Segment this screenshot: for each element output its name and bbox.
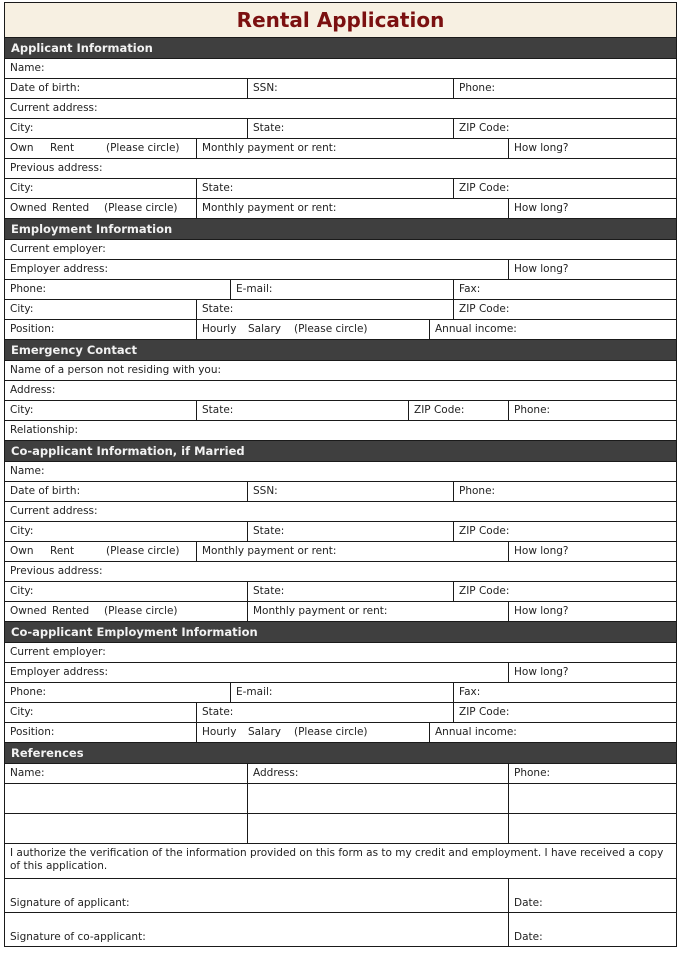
own-option[interactable]: Own: [10, 142, 34, 154]
emergency-city-field[interactable]: City:: [10, 404, 34, 416]
current-employer-field[interactable]: Current employer:: [10, 243, 106, 255]
co-employer-address-field[interactable]: Employer address:: [10, 666, 108, 678]
co-employer-zip-field[interactable]: ZIP Code:: [453, 703, 676, 722]
co-previous-city-field[interactable]: City:: [10, 585, 34, 597]
own-option[interactable]: Own: [10, 545, 34, 557]
employer-city-field[interactable]: City:: [10, 303, 34, 315]
how-long-field[interactable]: How long?: [508, 139, 676, 158]
form-row: [5, 260, 676, 280]
employer-address-field[interactable]: Employer address:: [10, 263, 108, 275]
co-owned-rented-field[interactable]: [5, 602, 247, 621]
co-monthly-payment-field[interactable]: Monthly payment or rent:: [196, 542, 508, 561]
co-employer-phone-field[interactable]: Phone:: [10, 686, 47, 698]
form-row: [5, 79, 676, 99]
coapplicant-signature-field[interactable]: Signature of co-applicant:: [10, 931, 146, 943]
form-row: [5, 199, 676, 219]
position-field[interactable]: Position:: [10, 323, 55, 335]
hourly-salary-field[interactable]: [196, 320, 429, 339]
co-phone-field[interactable]: Phone:: [453, 482, 676, 501]
employer-state-field[interactable]: State:: [196, 300, 453, 319]
form-row: [5, 361, 676, 381]
reference-name-column: Name:: [10, 767, 45, 779]
reference-phone-column: Phone:: [508, 764, 676, 783]
section-header-references: References: [5, 743, 676, 764]
section-header-emergency: Emergency Contact: [5, 340, 676, 361]
zip-field[interactable]: ZIP Code:: [453, 119, 676, 138]
please-circle-note: (Please circle): [104, 605, 178, 617]
rented-option[interactable]: Rented: [52, 202, 90, 214]
form-row: [5, 582, 676, 602]
co-dob-field[interactable]: Date of birth:: [10, 485, 81, 497]
coapplicant-date-field[interactable]: Date:: [508, 913, 676, 946]
co-own-rent-field[interactable]: [5, 542, 196, 561]
please-circle-note: (Please circle): [106, 142, 180, 154]
co-hourly-salary-field[interactable]: [196, 723, 429, 742]
form-row: [5, 502, 676, 522]
form-row: [5, 723, 676, 743]
form-row: [5, 280, 676, 300]
reference-phone-input[interactable]: [508, 814, 676, 843]
reference-name-input[interactable]: [5, 784, 247, 813]
authorization-statement: I authorize the verification of the information provided on this form as to my credit and employment. I have received a copy of this application.: [10, 847, 664, 872]
previous-city-field[interactable]: City:: [10, 182, 34, 194]
emergency-name-field[interactable]: Name of a person not residing with you:: [10, 364, 222, 376]
phone-field[interactable]: Phone:: [453, 79, 676, 98]
co-current-address-field[interactable]: Current address:: [10, 505, 98, 517]
form-row: [5, 59, 676, 79]
co-previous-address-field[interactable]: Previous address:: [10, 565, 103, 577]
reference-row: [5, 814, 676, 844]
form-row: [5, 240, 676, 260]
co-employment-how-long-field[interactable]: How long?: [508, 663, 676, 682]
hourly-option[interactable]: Hourly: [202, 726, 237, 738]
monthly-payment-field[interactable]: Monthly payment or rent:: [196, 139, 508, 158]
reference-address-input[interactable]: [247, 784, 508, 813]
form-row: [5, 401, 676, 421]
co-employer-fax-field[interactable]: Fax:: [453, 683, 676, 702]
co-ssn-field[interactable]: SSN:: [247, 482, 453, 501]
co-zip-field[interactable]: ZIP Code:: [453, 522, 676, 541]
previous-zip-field[interactable]: ZIP Code:: [453, 179, 676, 198]
rented-option[interactable]: Rented: [52, 605, 90, 617]
co-annual-income-field[interactable]: Annual income:: [429, 723, 676, 742]
form-row: [5, 462, 676, 482]
employer-fax-field[interactable]: Fax:: [453, 280, 676, 299]
form-row: [5, 300, 676, 320]
reference-address-input[interactable]: [247, 814, 508, 843]
form-title: Rental Application: [5, 3, 676, 38]
signature-row: [5, 879, 676, 913]
emergency-phone-field[interactable]: Phone:: [508, 401, 676, 420]
salary-option[interactable]: Salary: [248, 323, 281, 335]
form-row: [5, 542, 676, 562]
rent-option[interactable]: Rent: [50, 142, 75, 154]
section-header-coemployment: Co-applicant Employment Information: [5, 622, 676, 643]
co-previous-monthly-payment-field[interactable]: Monthly payment or rent:: [247, 602, 508, 621]
form-row: [5, 320, 676, 340]
previous-how-long-field[interactable]: How long?: [508, 199, 676, 218]
annual-income-field[interactable]: Annual income:: [429, 320, 676, 339]
please-circle-note: (Please circle): [104, 202, 178, 214]
co-previous-state-field[interactable]: State:: [247, 582, 453, 601]
please-circle-note: (Please circle): [294, 323, 368, 335]
form-row: [5, 159, 676, 179]
relationship-field[interactable]: Relationship:: [10, 424, 78, 436]
co-employer-state-field[interactable]: State:: [196, 703, 453, 722]
previous-address-field[interactable]: Previous address:: [10, 162, 103, 174]
owned-option[interactable]: Owned: [10, 202, 47, 214]
form-row: [5, 562, 676, 582]
signature-row: [5, 913, 676, 947]
form-row: [5, 421, 676, 441]
emergency-zip-field[interactable]: ZIP Code:: [408, 401, 508, 420]
emergency-state-field[interactable]: State:: [196, 401, 408, 420]
reference-name-input[interactable]: [5, 814, 247, 843]
form-row: [5, 643, 676, 663]
section-header-employment: Employment Information: [5, 219, 676, 240]
references-header-row: [5, 764, 676, 784]
form-row: [5, 179, 676, 199]
applicant-date-field[interactable]: Date:: [508, 879, 676, 912]
form-row: [5, 482, 676, 502]
form-row: [5, 663, 676, 683]
form-row: [5, 683, 676, 703]
owned-option[interactable]: Owned: [10, 605, 47, 617]
ssn-field[interactable]: SSN:: [247, 79, 453, 98]
employment-how-long-field[interactable]: How long?: [508, 260, 676, 279]
previous-state-field[interactable]: State:: [196, 179, 453, 198]
form-row: [5, 381, 676, 401]
city-field[interactable]: City:: [10, 122, 34, 134]
salary-option[interactable]: Salary: [248, 726, 281, 738]
co-how-long-field[interactable]: How long?: [508, 542, 676, 561]
co-name-field[interactable]: Name:: [10, 465, 45, 477]
employer-phone-field[interactable]: Phone:: [10, 283, 47, 295]
emergency-address-field[interactable]: Address:: [10, 384, 56, 396]
co-current-employer-field[interactable]: Current employer:: [10, 646, 106, 658]
reference-row: [5, 784, 676, 814]
dob-field[interactable]: Date of birth:: [10, 82, 81, 94]
current-address-field[interactable]: Current address:: [10, 102, 98, 114]
reference-phone-input[interactable]: [508, 784, 676, 813]
form-row: [5, 703, 676, 723]
please-circle-note: (Please circle): [106, 545, 180, 557]
co-previous-how-long-field[interactable]: How long?: [508, 602, 676, 621]
previous-monthly-payment-field[interactable]: Monthly payment or rent:: [196, 199, 508, 218]
own-rent-field[interactable]: [5, 139, 196, 158]
state-field[interactable]: State:: [247, 119, 453, 138]
co-employer-city-field[interactable]: City:: [10, 706, 34, 718]
owned-rented-field[interactable]: [5, 199, 196, 218]
co-city-field[interactable]: City:: [10, 525, 34, 537]
applicant-signature-field[interactable]: Signature of applicant:: [10, 897, 130, 909]
form-row: [5, 139, 676, 159]
authorization-row: [5, 844, 676, 879]
co-position-field[interactable]: Position:: [10, 726, 55, 738]
form-row: [5, 119, 676, 139]
employer-zip-field[interactable]: ZIP Code:: [453, 300, 676, 319]
co-state-field[interactable]: State:: [247, 522, 453, 541]
employer-email-field[interactable]: E-mail:: [230, 280, 453, 299]
reference-address-column: Address:: [247, 764, 508, 783]
please-circle-note: (Please circle): [294, 726, 368, 738]
form-row: [5, 602, 676, 622]
form-row: [5, 522, 676, 542]
rent-option[interactable]: Rent: [50, 545, 75, 557]
name-field[interactable]: Name:: [10, 62, 45, 74]
form-row: [5, 99, 676, 119]
co-employer-email-field[interactable]: E-mail:: [230, 683, 453, 702]
rental-application-form: [4, 2, 677, 947]
hourly-option[interactable]: Hourly: [202, 323, 237, 335]
co-previous-zip-field[interactable]: ZIP Code:: [453, 582, 676, 601]
section-header-applicant: Applicant Information: [5, 38, 676, 59]
section-header-coapplicant: Co-applicant Information, if Married: [5, 441, 676, 462]
